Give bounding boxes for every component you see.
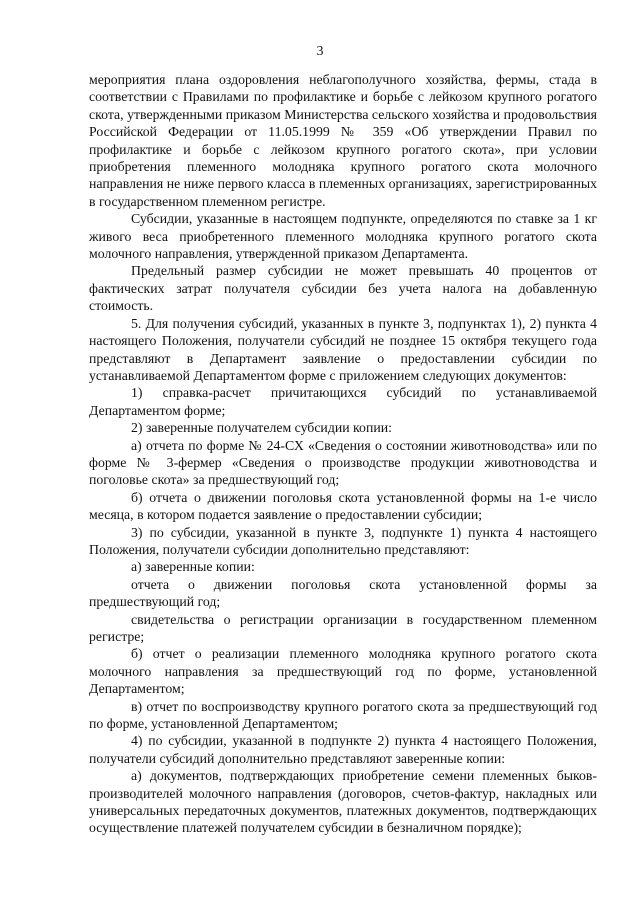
list-item-3a-certificate: свидетельства о регистрации организации в государственном племенном регистре; — [89, 611, 597, 644]
list-item-3c: в) отчет по воспроизводству крупного рогатого скота за предшествующий год по форме, установленной Департаментом; — [89, 698, 597, 732]
list-item-3a-report: отчета о движении поголовья скота установленной формы за предшествующий год; — [89, 576, 597, 610]
list-item-3b: б) отчет о реализации племенного молодняка крупного рогатого скота молочного направления за предшествующий год по форме, установленной Департаментом; — [89, 646, 597, 697]
list-item-2b: б) отчета о движении поголовья скота установленной формы на 1-е число месяца, в котором подается заявление о предоставлении субсидии; — [89, 489, 597, 523]
paragraph-subsidy-limit: Предельный размер субсидии не может превышать 40 процентов от фактических затрат получателя субсидии без учета налога на добавленную стоимость. — [89, 263, 597, 314]
list-item-2a: а) отчета по форме № 24-СХ «Сведения о состоянии животноводства» или по форме № 3-фермер «Сведения о производстве продукции животноводства и поголовье скота» за предшествующий год; — [89, 437, 597, 488]
list-item-3a: а) заверенные копии: — [131, 559, 255, 575]
list-item-2: 2) заверенные получателем субсидии копии: — [131, 420, 392, 436]
list-item-1: 1) справка-расчет причитающихся субсидий по устанавливаемой Департаментом форме; — [89, 385, 597, 418]
paragraph-subsidy-rate: Субсидии, указанные в настоящем подпункте, определяются по ставке за 1 кг живого веса приобретенного племенного молодняка крупного рогатого скота молочного направления, утвержденной приказом Департамента. — [89, 211, 597, 262]
paragraph-item-5: 5. Для получения субсидий, указанных в пункте 3, подпунктах 1), 2) пункта 4 настоящего Положения, получатели субсидий не позднее 15 октября текущего года представляют в Департамент заявление о предоставлении субсидии по устанавливаемой Департаментом форме с приложением следующих документов: — [89, 315, 597, 383]
list-item-4a: а) документов, подтверждающих приобретение семени племенных быков-производителей молочного направления (договоров, счетов-фактур, накладных или универсальных передаточных документов, платежных документов, подтверждающих осуществление платежей получателем субсидии в безналичном порядке); — [89, 768, 597, 836]
list-item-3: 3) по субсидии, указанной в пункте 3, подпункте 1) пункта 4 настоящего Положения, получатели субсидии дополнительно представляют: — [89, 524, 597, 557]
page-number: 3 — [316, 44, 324, 59]
document-body — [89, 71, 597, 837]
list-item-4: 4) по субсидии, указанной в подпункте 2) пункта 4 настоящего Положения, получатели субсидий дополнительно представляют заверенные копии: — [89, 733, 597, 766]
paragraph-continuation: мероприятия плана оздоровления неблагополучного хозяйства, фермы, стада в соответствии с Правилами по профилактике и борьбе с лейкозом крупного рогатого скота, утвержденными приказом Министерства сельского хозяйства и продовольствия Российской Федерации от 11.05.1999 № 359 «Об утверждении Правил по профилактике и борьбе с лейкозом крупного рогатого скота», при условии приобретения племенного молодняка крупного рогатого скота молочного направления не ниже первого класса в племенных организациях, зарегистрированных в государственном племенном регистре. — [89, 72, 597, 209]
